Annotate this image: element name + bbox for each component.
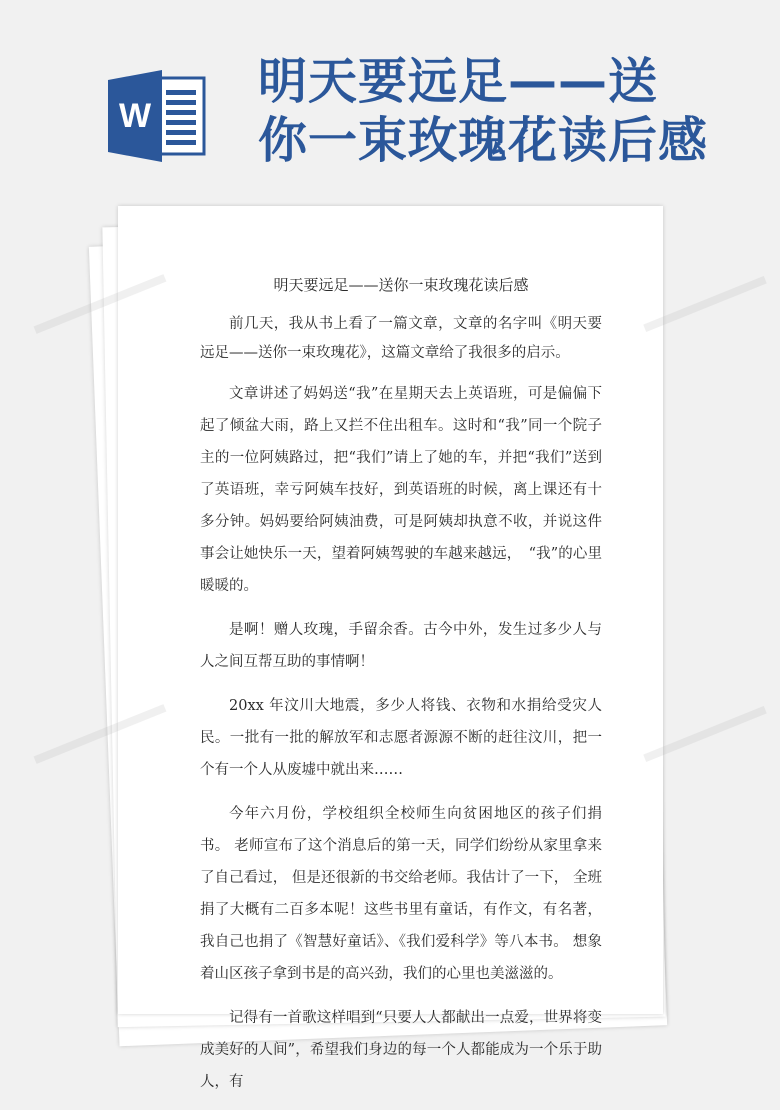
title-line-2: 你一束玫瑰花读后感 — [258, 112, 709, 169]
paragraph-2: 文章讲述了妈妈送“我”在星期天去上英语班，可是偏偏下起了倾盆大雨，路上又拦不住出租车。这时和“我”同一个院子主的一位阿姨路过，把“我们”请上了她的车，并把“我们”送到了英语班，幸亏阿姨车技好，到英语班的时候，离上课还有十多分钟。妈妈要给阿姨油费，可是阿姨却执意不收，并说这件事会让她快乐一天，望着阿姨驾驶的车越来越远， “我”的心里暖暖的。 — [200, 386, 602, 594]
logo-letter: W — [118, 97, 152, 135]
paragraph-5: 今年六月份，学校组织全校师生向贫困地区的孩子们捐书。 老师宣布了这个消息后的第一天，同学们纷纷从家里拿来了自己看过， 但是还很新的书交给老师。我估计了一下， 全班捐了大概有二百多本呢！这些书里有童话，有作文，有名著，我自己也捐了《智慧好童话》、《我们爱科学》等八本书。 想象着山区孩子拿到书是的高兴劲，我们的心里也美滋滋的。 — [200, 806, 602, 982]
paragraph-3: 是啊！赠人玫瑰，手留余香。古今中外，发生过多少人与人之间互帮互助的事情啊！ — [200, 622, 602, 670]
paragraph-6: 记得有一首歌这样唱到“只要人人都献出一点爱，世界将变成美好的人间”，希望我们身边的每一个人都能成为一个乐于助人，有 — [200, 1010, 602, 1090]
paragraph-4: 20xx 年汶川大地震，多少人将钱、衣物和水捐给受灾人民。一批有一批的解放军和志愿者源源不断的赶往汶川，把一个有一个人从废墟中就出来…… — [200, 698, 602, 778]
document-title: 明天要远足——送你一束玫瑰花读后感 — [273, 276, 529, 294]
word-document-icon — [108, 70, 206, 162]
header-banner — [0, 0, 780, 200]
title-line-1: 明天要远足——送 — [258, 53, 659, 110]
document-body — [200, 272, 602, 1110]
paragraph-1: 前几天，我从书上看了一篇文章，文章的名字叫《明天要远足——送你一束玫瑰花》，这篇文章给了我很多的启示。 — [200, 316, 602, 361]
page-title — [258, 52, 758, 170]
